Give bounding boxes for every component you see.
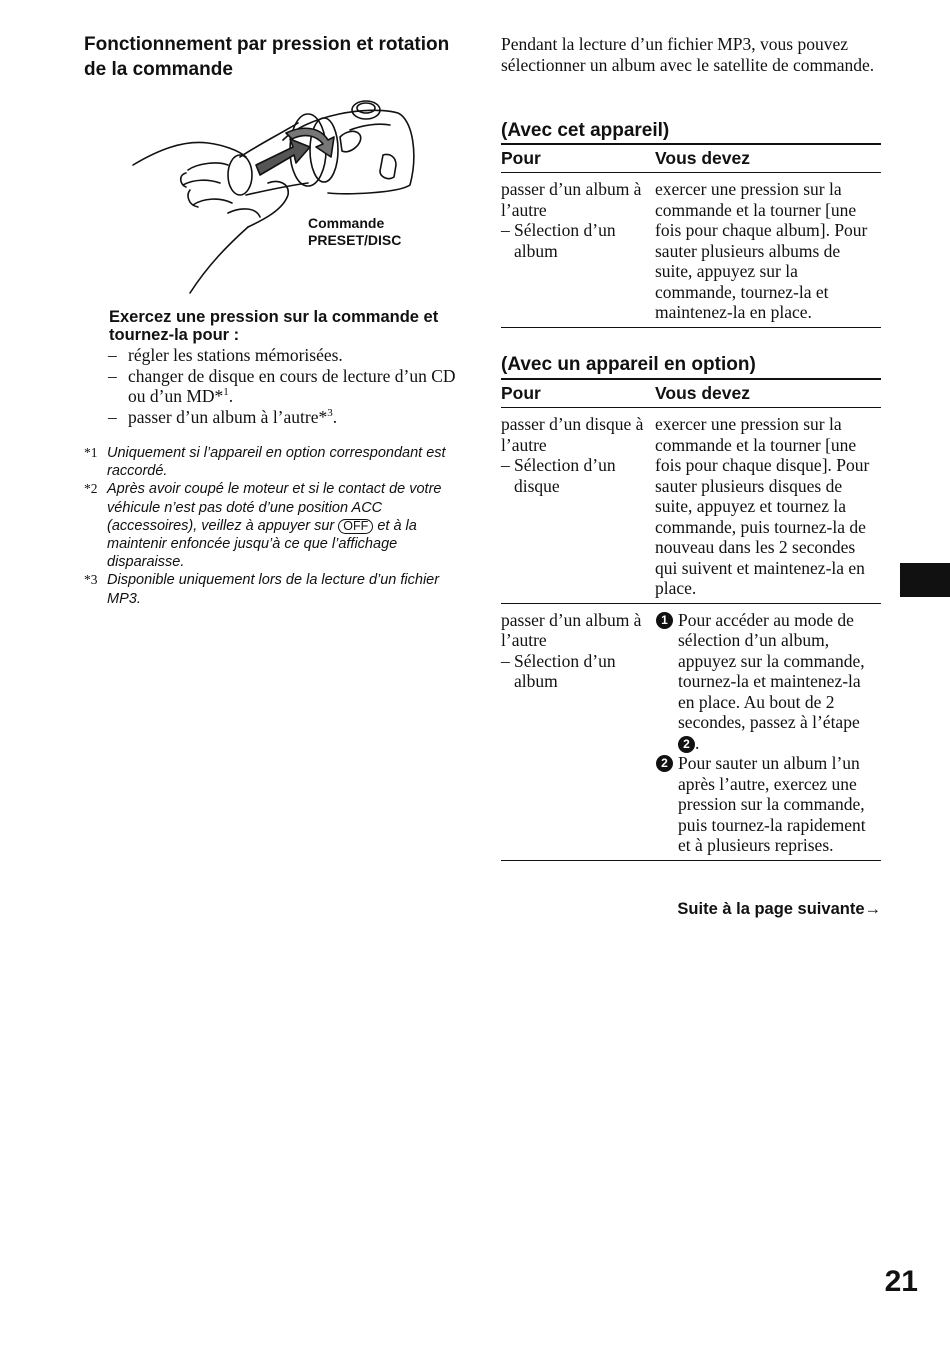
instruction-heading: Exercez une pression sur la commande et tournez-la pour : <box>109 308 439 344</box>
footnote: *2 Après avoir coupé le moteur et si le contact de votre véhicule n’est pas doté d’une position ACC (accessoires), veillez à appuyer sur OFF et à la maintenir enfoncée jusqu’à ce que l’affichage disparaisse. <box>84 481 442 571</box>
col-header-vous-devez: Vous devez <box>655 144 881 173</box>
table-row: passer d’un album à l’autre – Sélection d’un album 1 Pour accéder au mode de sélection d’un album, appuyez sur la commande, tournez-la et maintenez-la en place. Au bout de 2 secondes, passez à l’étape 2 . 2 Pour sauter un album l’un après l’autre, exercez une pression sur la commande, puis tournez-la rapidement et à plusieurs reprises. <box>501 603 881 860</box>
step-number-icon: 2 <box>678 736 695 753</box>
footnote: *1 Uniquement si l’appareil en option correspondant est raccordé. <box>84 445 446 480</box>
col-header-pour: Pour <box>501 379 655 408</box>
footnotes <box>84 444 464 608</box>
table1-title: (Avec cet appareil) <box>501 120 670 141</box>
instruction-list <box>108 345 468 427</box>
step-2: 2 Pour sauter un album l’un après l’autre, exercez une pression sur la commande, puis tournez-la rapidement et à plusieurs reprises. <box>655 753 881 856</box>
knob-illustration <box>128 95 428 295</box>
figure-label <box>308 215 401 249</box>
step-1: 1 Pour accéder au mode de sélection d’un album, appuyez sur la commande, tournez-la et maintenez-la en place. Au bout de 2 secondes, passez à l’étape 2 . <box>655 610 881 754</box>
figure-label-line1: Commande <box>308 215 385 231</box>
figure-label-line2: PRESET/DISC <box>308 232 402 248</box>
arrow-right-icon: → <box>864 900 881 918</box>
continued-note: Suite à la page suivante→ <box>677 900 881 918</box>
table-avec-appareil-option <box>501 378 881 861</box>
list-item: – régler les stations mémorisées. <box>108 345 343 365</box>
section-title: Fonctionnement par pression et rotation de la commande <box>84 34 450 80</box>
table-avec-cet-appareil <box>501 143 881 328</box>
list-item: – changer de disque en cours de lecture d’un CD ou d’un MD*$^1$. <box>108 365 456 406</box>
table-row: passer d’un album à l’autre – Sélection d’un album exercer une pression sur la commande et la tourner [une fois pour chaque album]. Pour sauter plusieurs albums de suite, appuyez sur la commande, tournez-la et maintenez-la en place. <box>501 173 881 328</box>
col-header-pour: Pour <box>501 144 655 173</box>
step-number-icon: 1 <box>656 612 673 629</box>
table-row: passer d’un disque à l’autre – Sélection d’un disque exercer une pression sur la commande et la tourner [une fois pour chaque disque]. Pour sauter plusieurs disques de suite, appuyez et tournez la commande, puis tournez-la de nouveau dans les 2 secondes qui suivent et maintenez-la en place. <box>501 408 881 604</box>
col-header-vous-devez: Vous devez <box>655 379 881 408</box>
section-tab-marker <box>900 563 950 597</box>
table2-title: (Avec un appareil en option) <box>501 354 756 375</box>
off-button-symbol: OFF <box>338 519 373 534</box>
footnote: *3 Disponible uniquement lors de la lecture d’un fichier MP3. <box>84 572 440 607</box>
intro-paragraph: Pendant la lecture d’un fichier MP3, vous pouvez sélectionner un album avec le satellite de commande. <box>501 34 875 75</box>
step-number-icon: 2 <box>656 755 673 772</box>
list-item: – passer d’un album à l’autre*$^3$. <box>108 406 338 427</box>
page-number: 21 <box>884 1265 918 1298</box>
